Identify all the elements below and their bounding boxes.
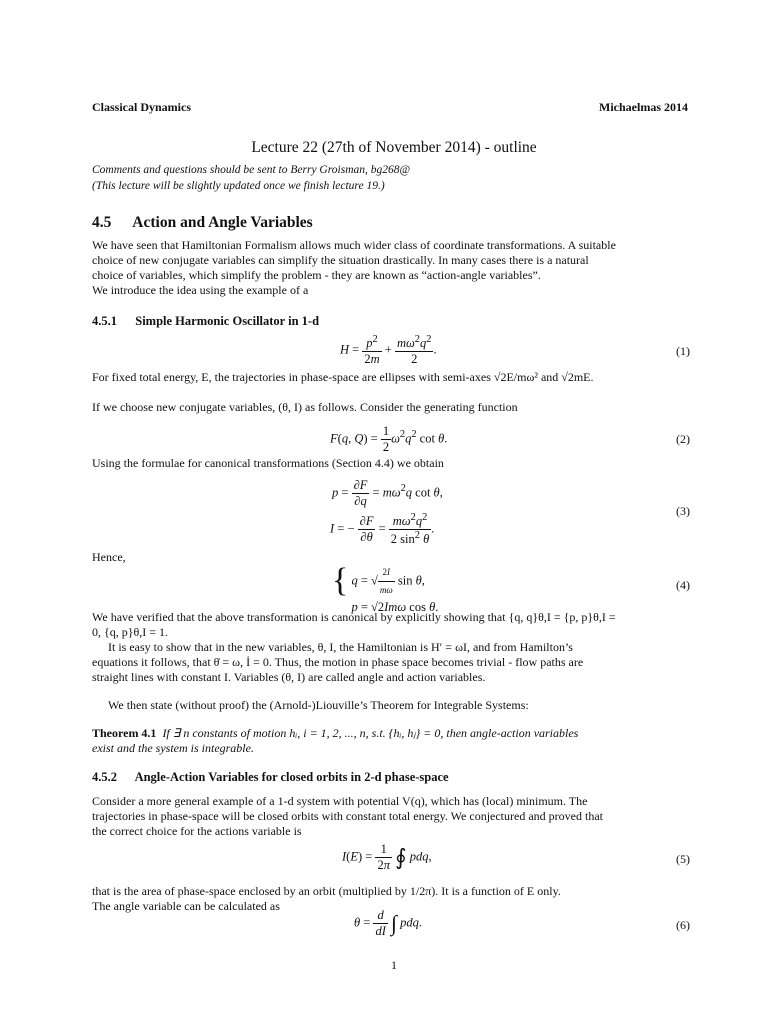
page-number: 1 — [391, 958, 397, 972]
equation-3b: I = − $\frac{\partial F}{\partial\theta}$ = $\frac{m\omega^2q^2}{2 \sin^2 \theta}$ . — [330, 512, 435, 547]
general-line: Consider a more general example of a 1-d system with potential V(q), which has (local) minimum. The — [92, 794, 588, 808]
equation-2: F(q, Q) = $\frac{1}{2}$ $\omega^2q^2$ cot θ. — [330, 424, 448, 454]
subsection-heading-2 — [92, 770, 449, 785]
intro-line: choice of new conjugate variables can simplify the situation drastically. In many cases there is a natural — [92, 253, 589, 267]
verified-paragraph — [92, 610, 696, 640]
verified-line: 0, {q, p}θ,I = 1. — [92, 625, 169, 639]
hence-text: Hence, — [92, 550, 126, 564]
equation-6: θ = $\frac{d}{dI}$ ∫ pdq. — [354, 908, 423, 938]
easy-line: straight lines with constant I. Variables (θ, I) are called angle and action variables. — [92, 670, 486, 684]
update-note: (This lecture will be slightly updated once we finish lecture 19.) — [92, 180, 385, 192]
intro-line: We have seen that Hamiltonian Formalism allows much wider class of coordinate transformations. A suitable — [92, 238, 616, 252]
easy-paragraph — [92, 640, 696, 655]
subsection-title: Angle-Action Variables for closed orbits in 2-d phase-space — [134, 770, 449, 784]
formulae-paragraph: Using the formulae for canonical transformations (Section 4.4) we obtain — [92, 456, 444, 470]
equation-number: (5) — [676, 852, 690, 866]
general-paragraph — [92, 794, 696, 839]
subsection-number: 4.5.2 — [92, 770, 117, 784]
page-title: Lecture 22 (27th of November 2014) - outline — [251, 139, 537, 156]
course-header: Classical Dynamics — [92, 100, 191, 114]
section-number: 4.5 — [92, 214, 112, 231]
equation-4: { q = √ $\frac{2I}{m\omega}$ sin θ, p = √2Imω cos θ. — [332, 562, 439, 614]
fixed-energy-paragraph: For fixed total energy, E, the trajectories in phase-space are ellipses with semi-axes √2E/mω² and √2mE. — [92, 370, 594, 384]
equation-number: (1) — [676, 344, 690, 358]
equation-3a: p = $\frac{\partial F}{\partial q}$ = $m\omega^2q$ cot θ, — [332, 478, 443, 508]
equation-number: (6) — [676, 918, 690, 932]
subsection-title: Simple Harmonic Oscillator in 1-d — [135, 314, 320, 328]
section-heading — [92, 214, 313, 232]
intro-line: choice of variables, which simplify the problem - they are known as “action-angle variables”. — [92, 268, 541, 282]
comment-note: Comments and questions should be sent to Berry Groisman, bg268@ — [92, 164, 411, 176]
equation-number: (3) — [676, 504, 690, 518]
choose-variables-paragraph: If we choose new conjugate variables, (θ, I) as follows. Consider the generating function — [92, 400, 518, 414]
document-page — [92, 0, 696, 1024]
equation-number: (2) — [676, 432, 690, 446]
general-line: the correct choice for the actions variable is — [92, 824, 302, 838]
theorem-text: If ∃ n constants of motion hᵢ, i = 1, 2, ..., n, s.t. {hᵢ, hⱼ} = 0, then angle-action variables — [162, 726, 579, 740]
subsection-heading-1 — [92, 314, 319, 329]
theorem-4-1 — [92, 726, 696, 756]
intro-paragraph — [92, 238, 696, 298]
section-title: Action and Angle Variables — [132, 214, 313, 231]
intro-line: We introduce the idea using the example of a — [92, 283, 309, 297]
equation-5: I(E) = $\frac{1}{2\pi}$ ∮ pdq, — [342, 842, 432, 872]
subsection-number: 4.5.1 — [92, 314, 117, 328]
equation-number: (4) — [676, 578, 690, 592]
term-header: Michaelmas 2014 — [599, 100, 688, 114]
verified-line: We have verified that the above transformation is canonical by explicitly showing that {q, q}θ,I = {p, p}θ,I = — [92, 610, 616, 624]
angle-paragraph: The angle variable can be calculated as — [92, 899, 280, 913]
theorem-text-cont: exist and the system is integrable. — [92, 741, 254, 755]
area-paragraph: that is the area of phase-space enclosed by an orbit (multiplied by 1/2π). It is a function of E only. — [92, 884, 561, 898]
equation-1: H = $\frac{p^2}{2m}$ + $\frac{m\omega^2q^2}{2}$ . — [340, 334, 437, 367]
easy-paragraph-cont — [92, 655, 696, 685]
general-line: trajectories in phase-space will be closed orbits with constant total energy. We conjectured and proved that — [92, 809, 603, 823]
easy-line: equations it follows, that θ̇ = ω, İ = 0. Thus, the motion in phase space becomes trivial - flow paths are — [92, 655, 584, 669]
theorem-label: Theorem 4.1 — [92, 726, 157, 740]
liouville-intro: We then state (without proof) the (Arnold-)Liouville’s Theorem for Integrable Systems: — [108, 698, 529, 712]
easy-line: It is easy to show that in the new variables, θ, I, the Hamiltonian is H′ = ωI, and from Hamilton’s — [108, 640, 573, 654]
